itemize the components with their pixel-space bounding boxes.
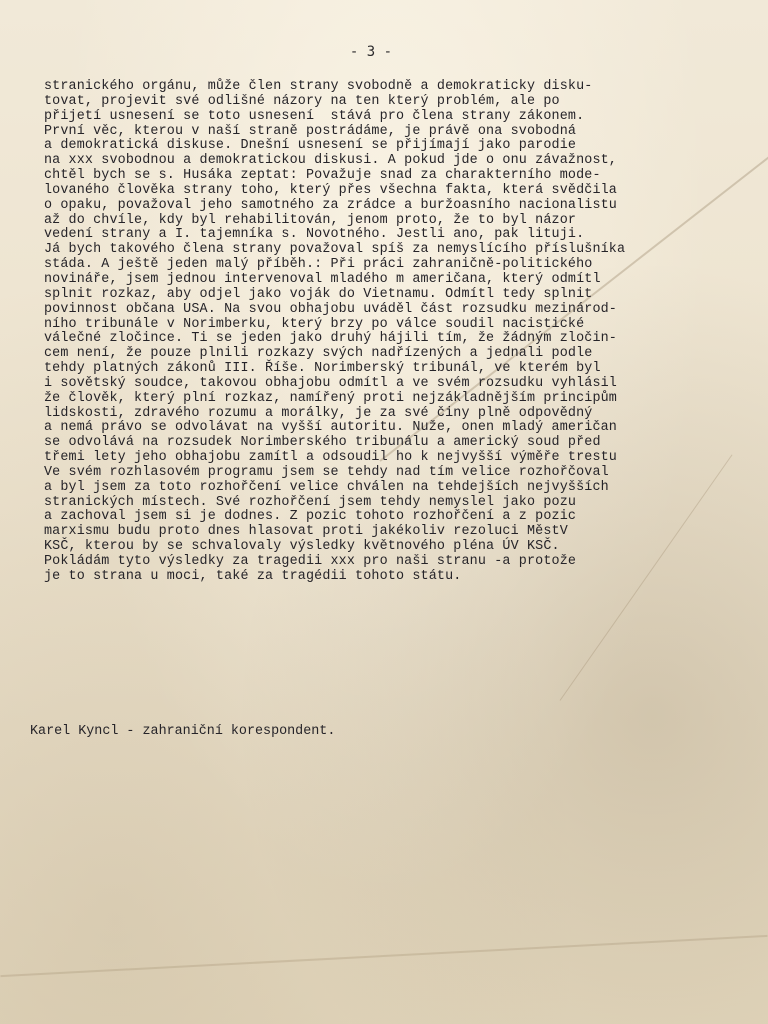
text-line: povinnost občana USA. Na svou obhajobu uváděl část rozsudku mezinárod- [44, 301, 617, 317]
text-line: ního tribunále v Norimberku, který brzy po válce soudil nacistické [44, 316, 585, 332]
text-line: chtěl bych se s. Husáka zeptat: Považuje snad za charakterního mode- [44, 168, 601, 184]
text-line: Já bych takového člena strany považoval spíš za nemyslícího příslušníka [44, 242, 626, 258]
text-line: Ve svém rozhlasovém programu jsem se tehdy nad tím velice rozhořčoval [44, 464, 609, 480]
text-line: cem není, že pouze plnili rozkazy svých nadřízených a jednali podle [44, 346, 593, 362]
text-line: stáda. A ještě jeden malý příběh.: Při práci zahraničně-politického [44, 257, 593, 273]
text-line: třemi lety jeho obhajobu zamítl a odsoudil ho k nejvyšší výměře trestu [44, 450, 617, 466]
text-line: splnit rozkaz, aby odjel jako voják do Vietnamu. Odmítl tedy splnit [44, 286, 593, 302]
text-line: marxismu budu proto dnes hlasovat proti jakékoliv rezoluci MěstV [44, 524, 568, 540]
text-line: KSČ, kterou by se schvalovaly výsledky květnového pléna ÚV KSČ. [44, 539, 560, 555]
text-line: a byl jsem za toto rozhořčení velice chválen na tehdejších nejvyšších [44, 479, 609, 495]
text-line: lidskosti, zdravého rozumu a morálky, je za své činy plně odpovědný [44, 405, 593, 421]
text-line: stranického orgánu, může člen strany svobodně a demokraticky disku- [44, 79, 593, 94]
text-line: Pokládám tyto výsledky za tragedii xxx pro naši stranu -a protože [44, 554, 577, 569]
text-line: vedení strany a I. tajemníka s. Novotného. Jestli ano, pak lituji. [44, 227, 585, 243]
text-line: stranických místech. Své rozhořčení jsem tehdy nemyslel jako pozu [44, 494, 577, 510]
page-number: - 3 - [349, 44, 393, 60]
text-line: lovaného člověka strany toho, který přes všechna fakta, která svědčila [44, 182, 617, 198]
text-line: je to strana u moci, také za tragédii tohoto státu. [44, 568, 462, 584]
body-text [44, 80, 744, 585]
text-line: a zachoval jsem si je dodnes. Z pozic tohoto rozhořčení a z pozic [44, 509, 577, 525]
text-line: První věc, kterou v naší straně postrádáme, je právě ona svobodná [44, 123, 577, 139]
text-line: se odvolává na rozsudek Norimberského tribunálu a americký soud před [44, 435, 601, 451]
text-line: a demokratická diskuse. Dnešní usnesení se přijímají jako parodie [44, 138, 577, 154]
text-line: tehdy platných zákonů III. Říše. Norimberský tribunál, ve kterém byl [44, 361, 601, 377]
text-line: i sovětský soudce, takovou obhajobu odmítl a ve svém rozsudku vyhlásil [44, 375, 617, 391]
text-line: o opaku, považoval jeho samotného za zrádce a buržoasního nacionalistu [44, 197, 617, 213]
signature: Karel Kyncl - zahraniční korespondent. [30, 724, 336, 739]
text-line: a nemá právo se odvolávat na vyšší autoritu. Nuže, onen mladý američan [44, 420, 617, 436]
paper-crease [0, 935, 767, 977]
text-line: až do chvíle, kdy byl rehabilitován, jenom proto, že to byl názor [44, 212, 577, 228]
text-line: válečné zločince. Ti se jeden jako druhý hájili tím, že žádným zločin- [44, 331, 617, 347]
text-line: že člověk, který plní rozkaz, namířený proti nejzákladnějším principům [44, 390, 617, 406]
text-line: na xxx svobodnou a demokratickou diskusi. A pokud jde o onu závažnost, [44, 153, 617, 169]
text-line: novináře, jsem jednou intervenoval mladého m američana, který odmítl [44, 271, 601, 287]
text-line: tovat, projevit své odlišné názory na ten který problém, ale po [44, 93, 560, 109]
text-line: přijetí usnesení se toto usnesení stává pro člena strany zákonem. [44, 108, 585, 124]
